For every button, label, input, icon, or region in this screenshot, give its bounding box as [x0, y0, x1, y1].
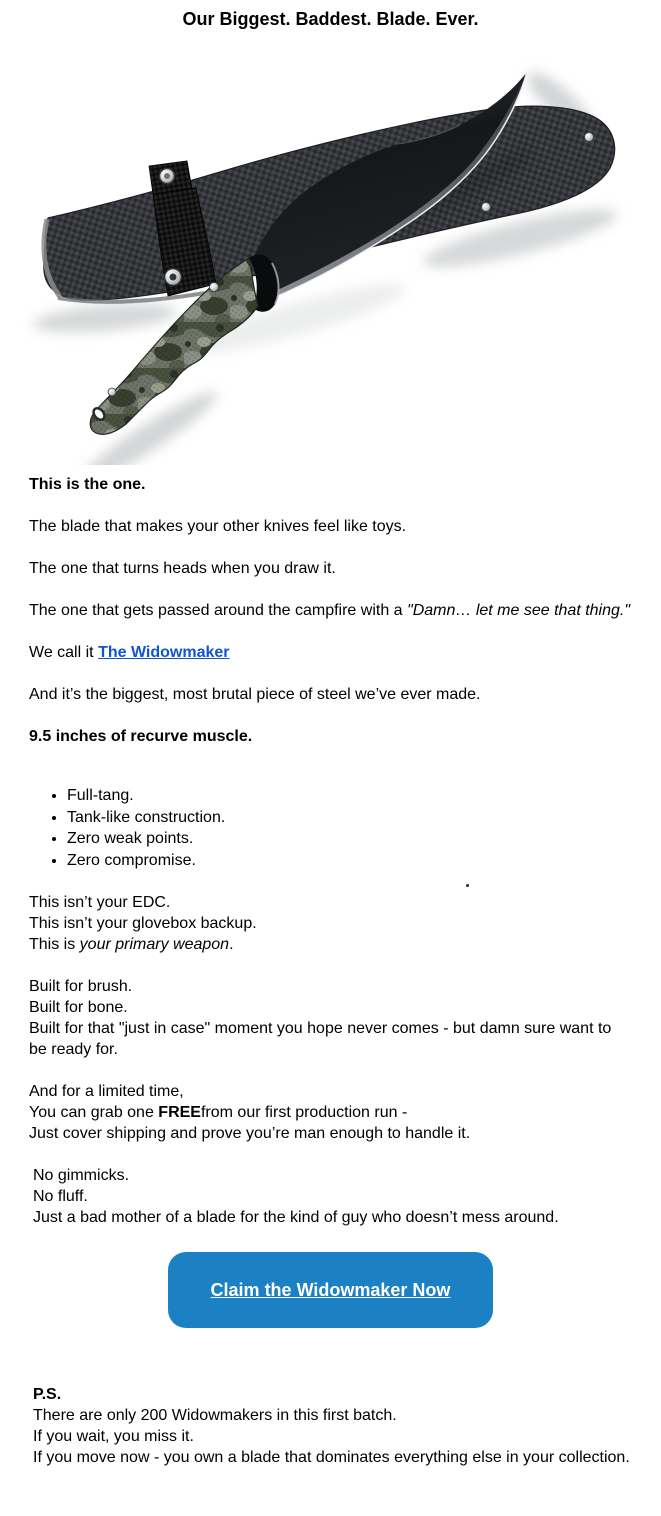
text-line: If you move now - you own a blade that dominates everything else in your collection.	[33, 1449, 630, 1466]
stray-mark	[466, 884, 469, 887]
text-line	[29, 934, 632, 955]
paragraph-no-gimmicks	[29, 1165, 632, 1228]
text-line: If you wait, you miss it.	[33, 1428, 194, 1445]
ps-section	[0, 1384, 661, 1468]
emphasis-text: your primary weapon	[79, 936, 230, 953]
text-segment: This is	[29, 936, 80, 953]
text-line: No fluff.	[33, 1188, 88, 1205]
text-line: Just a bad mother of a blade for the kind of guy who doesn’t mess around.	[33, 1209, 559, 1226]
paragraph-campfire	[29, 600, 632, 621]
list-item: • Tank-like construction.	[67, 807, 632, 829]
paragraph-limited-time	[29, 1081, 632, 1144]
email-body-copy	[0, 474, 661, 1228]
paragraph-built-for	[29, 976, 632, 1060]
hero-image[interactable]	[0, 60, 661, 465]
text-line: This isn’t your EDC.	[29, 894, 171, 911]
paragraph-most-brutal: And it’s the biggest, most brutal piece of steel we’ve ever made.	[29, 686, 481, 703]
claim-widowmaker-button[interactable]: Claim the Widowmaker Now	[168, 1252, 493, 1328]
list-item: • Zero compromise.	[67, 850, 632, 872]
knife-illustration	[0, 60, 661, 465]
ps-label: P.S.	[33, 1386, 62, 1403]
free-emphasis: FREE	[158, 1104, 201, 1121]
text-line: Just cover shipping and prove you’re man enough to handle it.	[29, 1125, 471, 1142]
text-segment: We call it	[29, 644, 99, 661]
page-title: Our Biggest. Baddest. Blade. Ever.	[182, 9, 479, 29]
list-item: • Zero weak points.	[67, 828, 632, 850]
text-line: Built for that "just in case" moment you hope never comes - but damn sure want to be ready for.	[29, 1020, 612, 1058]
text-line: Built for brush.	[29, 978, 133, 995]
text-segment: You can grab one	[29, 1104, 159, 1121]
text-segment: The one that gets passed around the campfire with a	[29, 602, 408, 619]
text-segment: .	[229, 936, 234, 953]
paragraph-recurve-muscle: 9.5 inches of recurve muscle.	[29, 728, 253, 745]
paragraph-blade-toys: The blade that makes your other knives feel like toys.	[29, 518, 407, 535]
list-item: • Full-tang.	[67, 785, 632, 807]
text-line: Built for bone.	[29, 999, 128, 1016]
feature-list	[29, 785, 632, 871]
text-line: There are only 200 Widowmakers in this first batch.	[33, 1407, 397, 1424]
paragraph-not-edc	[29, 892, 632, 955]
text-line: No gimmicks.	[33, 1167, 130, 1184]
quote-text: "Damn… let me see that thing."	[407, 602, 631, 619]
text-segment: from our first production run -	[200, 1104, 408, 1121]
paragraph-we-call-it	[29, 642, 632, 663]
paragraph-this-is-the-one: This is the one.	[29, 476, 146, 493]
paragraph-turns-heads: The one that turns heads when you draw it.	[29, 560, 336, 577]
cta-row	[0, 1252, 661, 1328]
text-line: This isn’t your glovebox backup.	[29, 915, 257, 932]
text-line	[29, 1102, 632, 1123]
text-line: And for a limited time,	[29, 1083, 184, 1100]
widowmaker-link[interactable]: The Widowmaker	[98, 644, 230, 661]
